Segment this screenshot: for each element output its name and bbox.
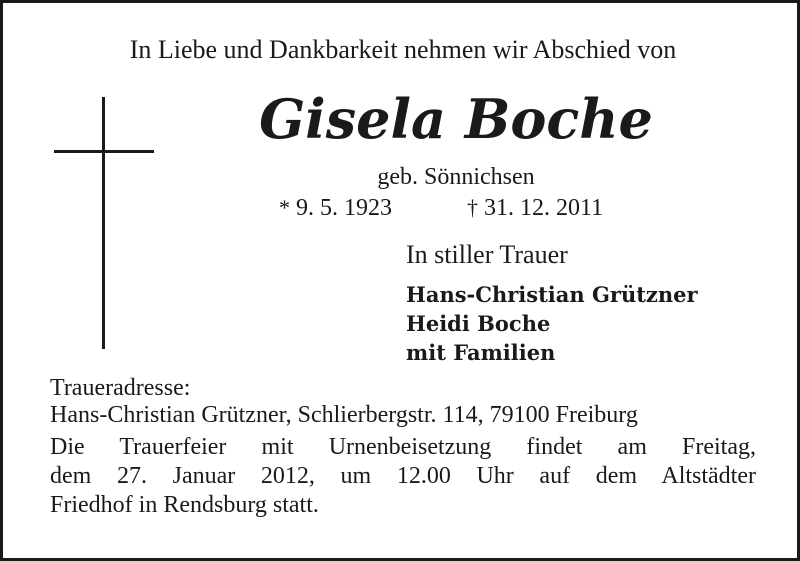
death-date: 31. 12. 2011 (484, 195, 604, 221)
birth-date-group (279, 193, 392, 223)
mourner-name: Heidi Boche (406, 311, 551, 336)
maiden-name: geb. Sönnichsen (377, 164, 535, 190)
ceremony-line: dem 27. Januar 2012, um 12.00 Uhr auf dem Altstädter (50, 463, 756, 489)
birth-date: 9. 5. 1923 (296, 195, 392, 221)
mourning-label: In stiller Trauer (406, 240, 568, 269)
birth-symbol: * (279, 195, 290, 220)
mourning-address: Hans-Christian Grützner, Schlierbergstr. 114, 79100 Freiburg (50, 402, 638, 428)
mourner-name: Hans-Christian Grützner (406, 282, 698, 307)
death-date-group (467, 193, 603, 223)
cross-icon-crossbar (54, 150, 154, 153)
intro-text: In Liebe und Dankbarkeit nehmen wir Abschied von (129, 35, 677, 64)
cross-icon (102, 97, 105, 349)
mourners-list (406, 280, 698, 367)
address-label: Traueradresse: (50, 375, 191, 401)
life-dates (279, 193, 639, 223)
ceremony-line: Die Trauerfeier mit Urnenbeisetzung findet am Freitag, (50, 434, 756, 460)
deceased-name: Gisela Boche (259, 87, 653, 151)
mourner-name: mit Familien (406, 340, 556, 365)
ceremony-line: Friedhof in Rendsburg statt. (50, 492, 319, 518)
ceremony-info (50, 433, 756, 520)
death-symbol: † (467, 195, 478, 220)
